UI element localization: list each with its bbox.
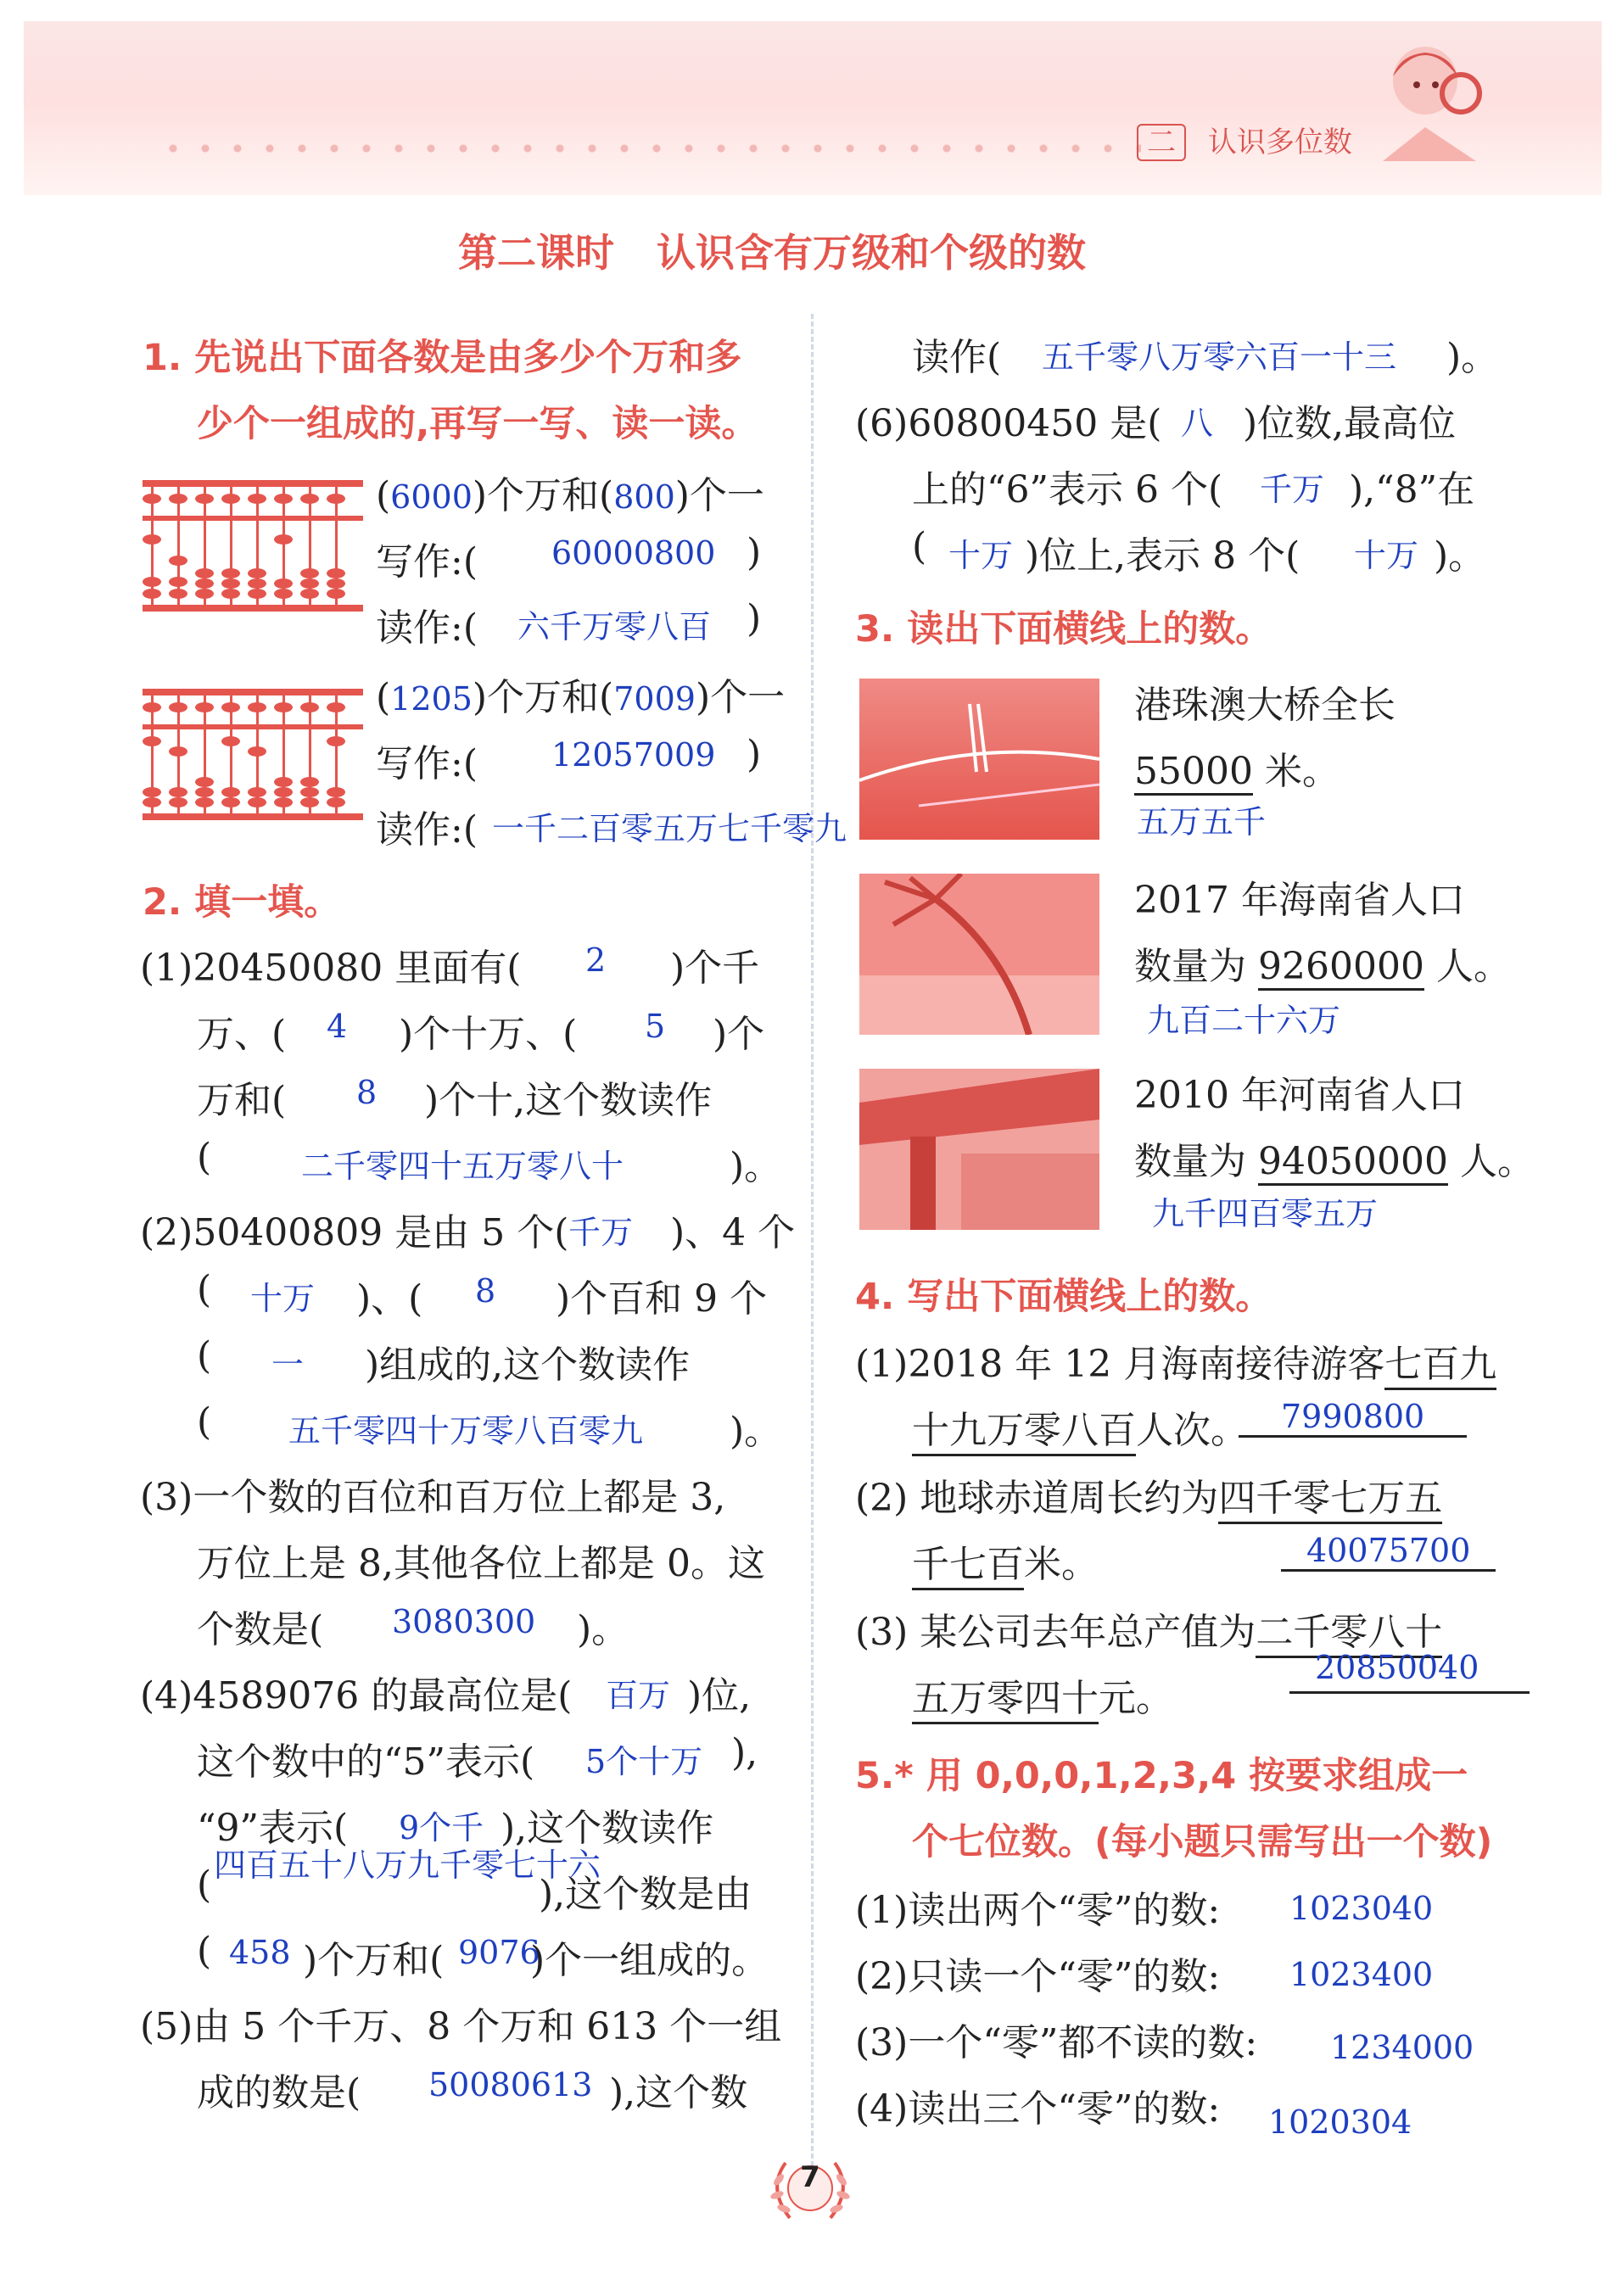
q3-title: 3. 读出下面横线上的数。	[855, 608, 1272, 651]
q1-title-line2: 少个一组成的,再写一写、读一读。	[197, 403, 758, 445]
q3-item1-line2: 55000 米。	[1134, 740, 1340, 796]
q1a-write: 写作:(	[376, 540, 478, 584]
q1-title-line1: 1. 先说出下面各数是由多少个万和多	[143, 337, 742, 379]
q5-title-line2: 个七位数。(每小题只需写出一个数)	[912, 1821, 1493, 1863]
q3-item3-line1: 2010 年河南省人口	[1134, 1074, 1465, 1117]
q5-1-answer: 1023040	[1289, 1890, 1434, 1927]
q5-4-answer: 1020304	[1268, 2103, 1412, 2141]
mascot-icon	[1366, 34, 1493, 178]
header-dots	[157, 142, 1141, 154]
page-number: 7	[800, 2160, 820, 2194]
q3-item1-line1: 港珠澳大桥全长	[1134, 684, 1395, 727]
lesson-title-part1: 第二课时	[458, 230, 614, 276]
q2-title: 2. 填一填。	[143, 881, 341, 924]
bridge-photo	[859, 679, 1099, 840]
q1a-read-answer: 六千万零八百	[517, 608, 712, 645]
abacus-b-icon	[143, 689, 363, 820]
q1b-write-answer: 12057009	[551, 736, 716, 774]
lesson-title-part2: 认识含有万级和个级的数	[657, 230, 1086, 276]
chapter-title: 认识多位数	[1208, 126, 1352, 159]
palm-photo	[859, 874, 1099, 1035]
q4-1-answer: 7990800	[1239, 1398, 1467, 1438]
header-band	[24, 21, 1602, 195]
q3-item3-answer: 九千四百零五万	[1152, 1195, 1379, 1232]
q5-title-line1: 5.* 用 0,0,0,1,2,3,4 按要求组成一	[855, 1755, 1468, 1797]
q4-title: 4. 写出下面横线上的数。	[855, 1276, 1272, 1318]
q3-item2-answer: 九百二十六万	[1147, 1002, 1341, 1039]
q1b-line1: (1205)个万和(7009)个一	[376, 676, 786, 719]
q1b-write: 写作:(	[376, 742, 478, 785]
q5-3-answer: 1234000	[1330, 2029, 1474, 2066]
abacus-a-icon	[143, 480, 363, 612]
chapter-number: 二	[1137, 124, 1186, 161]
chapter-header	[1137, 119, 1352, 160]
q1b-read: 读作:(	[376, 808, 478, 852]
q3-item2-line1: 2017 年海南省人口	[1134, 879, 1465, 922]
q4-3-answer: 20850040	[1289, 1649, 1530, 1694]
temple-photo	[859, 1069, 1099, 1230]
q1a-line1: (6000)个万和(800)个一	[376, 474, 764, 517]
q1b-read-answer: 一千二百零五万七千零九	[492, 810, 847, 847]
lesson-title	[458, 222, 1086, 278]
q1a-read: 读作:(	[376, 606, 478, 650]
q3-item3-line2: 数量为 94050000 人。	[1134, 1131, 1535, 1186]
q4-2-answer: 40075700	[1281, 1532, 1496, 1572]
q3-item2-line2: 数量为 9260000 人。	[1134, 936, 1511, 991]
column-divider	[811, 314, 814, 2197]
q1a-write-answer: 60000800	[551, 534, 716, 572]
q5-2-answer: 1023400	[1289, 1956, 1434, 1993]
q3-item1-answer: 五万五千	[1137, 803, 1267, 841]
workbook-page: 二 认识多位数 第二课时 认识含有万级和个级的数 1. 先说出下面各数是由多少个万和多 少个一组成的,再写一写、读一读。 (6000)个万和(800)个一 写作:( 60000800 ) 读作:( 六千万零八百 ) (1205)个万和(7009)个一 写作:( 12057009 ) 读作:( 一千二百零五万七千零九 2. 填一填。 (1)20450080 里面有( 2 )个千 万、( 4 )个十万、( 5 )个 万和( 8 )个十,这个数读作 ( 二千零四十五万零八十 )。 (2)50400809 是由 5 个( 千万 )、4 个 ( 十万 )、( 8 )个百和 9 个 ( 一 )组成的,这个数读作 ( 五千零四十万零八百零九 )。 (3)一个数的百位和百万位上都是 3, 万位上是 8,其他各位上都是 0。这 个数是( 3080300 )。 (4)4589076 的最高位是( 百万 )位, 这个数中的“5”表示( 5个十万 ), “9”表示( 9个千 ),这个数读作 四百五十八万九千零七十六 ( ),这个数是由 ( 458 )个万和( 9076 )个一组成的。 (5)由 5 个千万、8 个万和 613 个一组 成的数是( 50080613 ),这个数 读作( 五千零八万零六百一十三 )。 (6)60800450 是( 八 )位数,最高位 上的“6”表示 6 个( 千万 ),“8”在 ( 十万 )位上,表示 8 个( 十万 )。 3. 读出下面横线上的数。 港珠澳大桥全长 55000 米。 五万五千 2017 年海南省人口 数量为 9260000 人。 九百二十六万 2010 年河南省人口 数量为 94050000 人。 九千四百零五万 4. 写出下面横线上的数。 (1)2018 年 12 月海南接待游客七百九 十九万零八百人次。 7990800 (2) 地球赤道周长约为四千零七万五 千七百米。 40075700 (3) 某公司去年总产值为二千零八十 五万零四十元。 20850040 5.* 用 0,0,0,1,2,3,4 按要求组成一 个七位数。(每小题只需写出一个数) (1)读出两个“零”的数: 1023040 (2)只读一个“零”的数: 1023400 (3)一个“零”都不读的数: 1234000 (4)读出三个“零”的数: 1020304 7	[0, 0, 1622, 2296]
